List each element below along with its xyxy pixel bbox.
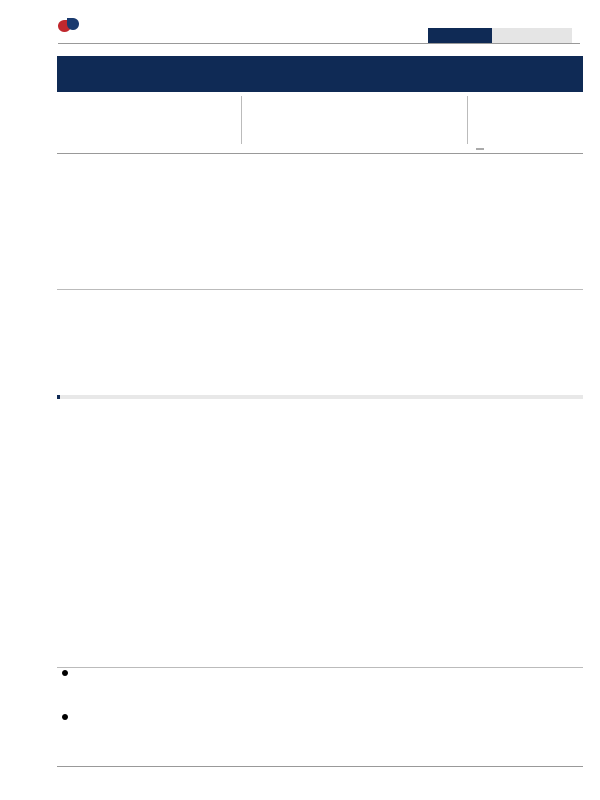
company-logo bbox=[58, 18, 84, 34]
sector-row bbox=[57, 96, 583, 144]
header-divider bbox=[58, 43, 580, 44]
announcement-1-title bbox=[62, 670, 72, 676]
divider bbox=[57, 289, 583, 290]
announcement-2-title bbox=[62, 714, 72, 720]
industry-bar-chart bbox=[57, 399, 583, 624]
divider bbox=[467, 96, 468, 144]
report-type-banner bbox=[57, 56, 583, 92]
divider bbox=[241, 96, 242, 144]
footer-divider bbox=[57, 766, 583, 767]
bullet-icon bbox=[62, 714, 68, 720]
page-indicator bbox=[428, 28, 572, 43]
date-divider bbox=[57, 146, 583, 154]
page-number bbox=[492, 28, 572, 43]
bullet-icon bbox=[62, 670, 68, 676]
logo-icon bbox=[58, 18, 80, 34]
report-category bbox=[428, 28, 492, 43]
figure-1 bbox=[57, 395, 583, 628]
divider bbox=[57, 667, 583, 668]
report-date bbox=[476, 148, 484, 150]
